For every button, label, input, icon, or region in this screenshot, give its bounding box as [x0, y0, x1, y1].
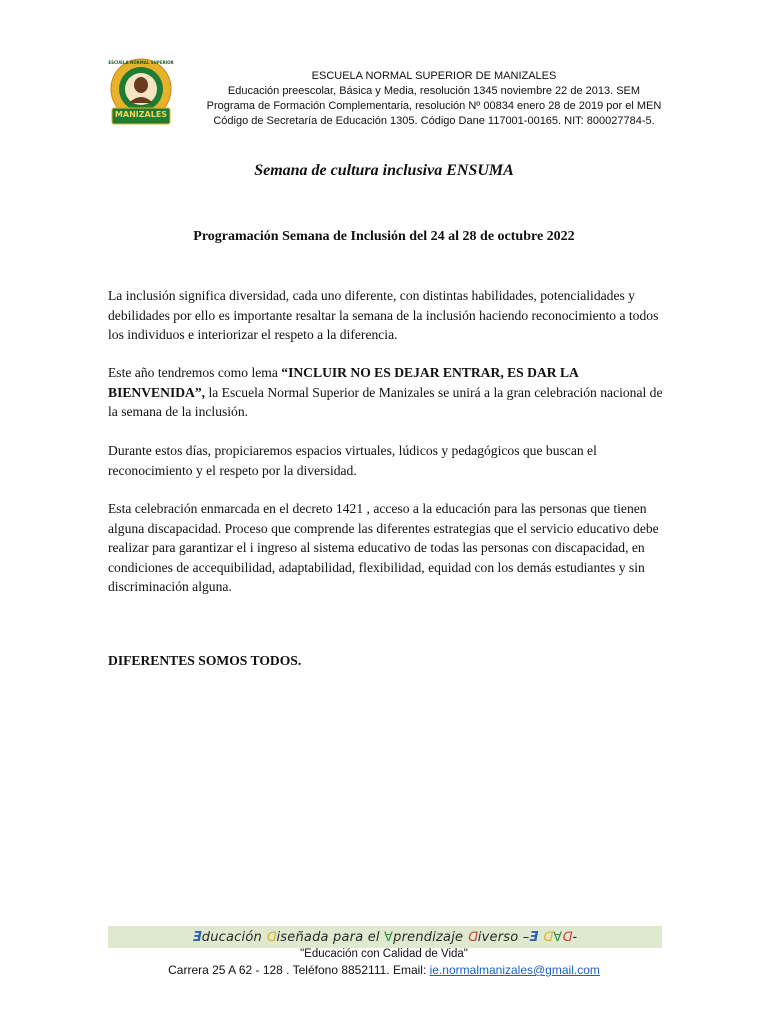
codes-line: Código de Secretaría de Educación 1305. Código Dane 117001-00165. NIT: 800027784-5. — [213, 115, 655, 127]
paragraph-activities: Durante estos días, propiciaremos espacios virtuales, lúdicos y pedagógicos que buscan el reconocimiento y el respeto por la diversidad. — [108, 443, 597, 478]
resolution-line: Educación preescolar, Básica y Media, resolución 1345 noviembre 22 de 2013. SEM — [227, 85, 641, 97]
logo-ring-text: ESCUELA NORMAL SUPERIOR — [108, 60, 174, 65]
footer-motto: Ǝducación ᗡiseñada para el ∀prendizaje ᗡiverso –Ǝ ᗡ∀ᗡ- — [192, 929, 578, 945]
footer-slogan: "Educación con Calidad de Vida" — [300, 948, 468, 960]
contact-text: Carrera 25 A 62 - 128 . Teléfono 8852111. Email: — [168, 963, 430, 977]
logo-banner-text: MANIZALES — [114, 110, 168, 119]
motto-text: “INCLUIR NO ES DEJAR ENTRAR, ES DAR LA BIENVENIDA”, — [108, 365, 579, 400]
footer-contact — [0, 963, 768, 977]
program-title: Programación Semana de Inclusión del 24 al 28 de octubre 2022 — [193, 229, 575, 244]
motto-intro: Este año tendremos como lema — [108, 365, 282, 380]
closing-statement: DIFERENTES SOMOS TODOS. — [108, 653, 302, 668]
document-title: Semana de cultura inclusiva ENSUMA — [254, 162, 514, 179]
paragraph-motto — [108, 363, 668, 422]
school-crest-icon — [108, 58, 174, 128]
school-name: ESCUELA NORMAL SUPERIOR DE MANIZALES — [311, 70, 557, 82]
paragraph-decree: Esta celebración enmarcada en el decreto 1421 , acceso a la educación para las personas que tienen alguna discapacidad. Proceso que comprende las diferentes estrategias que el servicio educativo debe realizar para garantizar el i ingreso al sistema educativo de todas las personas con discapacidad, en condiciones de accequibilidad, adaptabilidad, flexibilidad, equidad con los demás estudiantes y sin discriminación alguna. — [108, 501, 659, 594]
footer-motto-band — [108, 926, 662, 948]
letterhead — [190, 69, 678, 129]
paragraph-inclusion: La inclusión significa diversidad, cada uno diferente, con distintas habilidades, potencialidades y debilidades por ello es importante resaltar la semana de la inclusión haciendo reconocimiento a todos los individuos e interiorizar el respeto a la diferencia. — [108, 288, 659, 342]
motto-rest: la Escuela Normal Superior de Manizales se unirá a la gran celebración nacional de la semana de la inclusión. — [108, 384, 663, 419]
program-line: Programa de Formación Complementaria, resolución Nº 00834 enero 28 de 2019 por el MEN — [206, 100, 662, 112]
email-link[interactable]: ie.normalmanizales@gmail.com — [429, 963, 600, 977]
